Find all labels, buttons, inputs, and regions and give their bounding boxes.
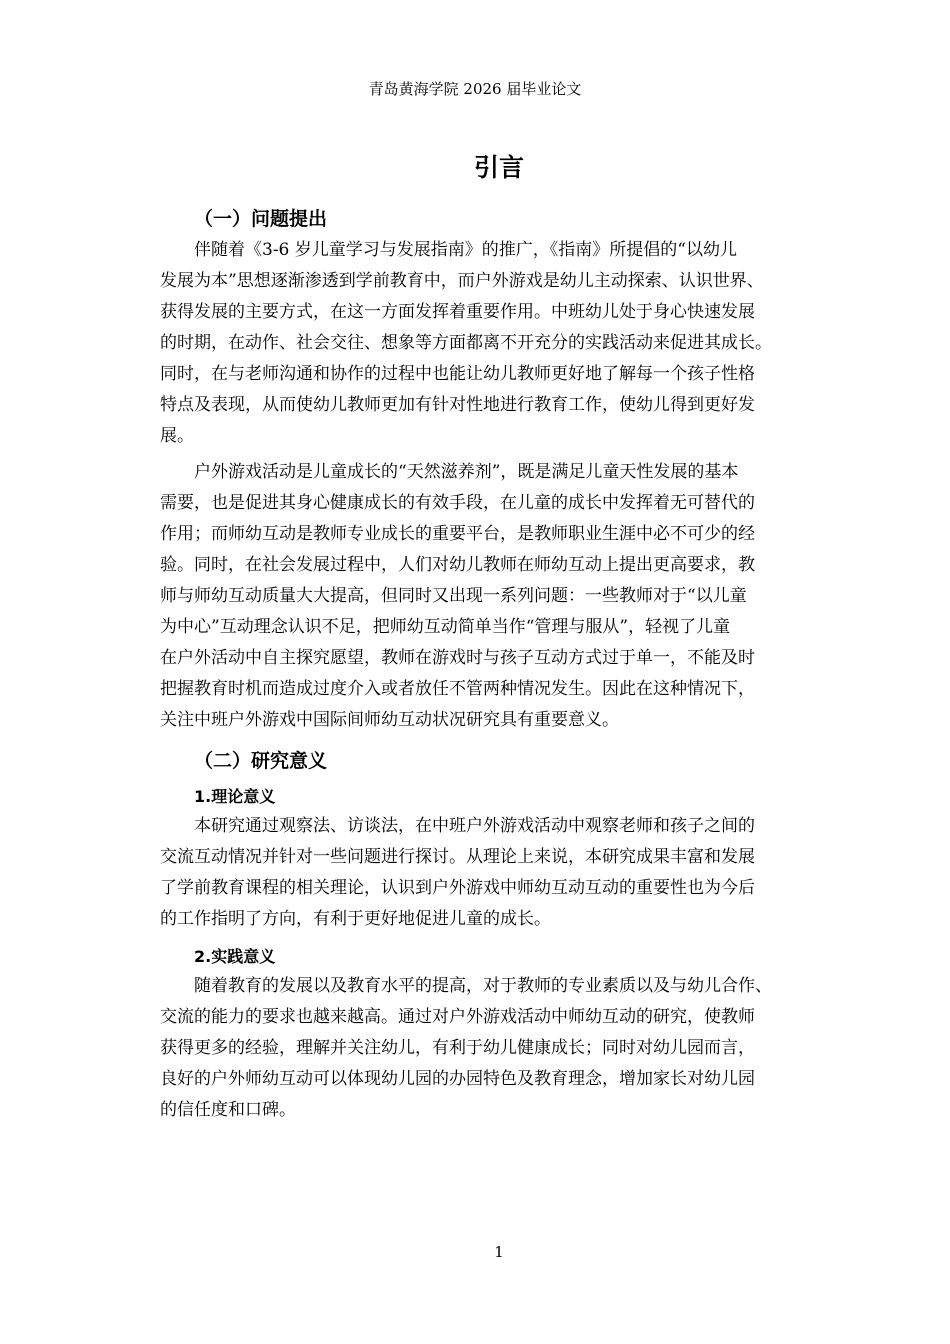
- paragraph-line: 交流互动情况并针对一些问题进行探讨。从理论上来说，本研究成果丰富和发展: [160, 847, 755, 867]
- section-heading-significance: （二）研究意义: [194, 750, 328, 772]
- paragraph-line: 作用；而师幼互动是教师专业成长的重要平台，是教师职业生涯中必不可少的经: [160, 524, 755, 544]
- paragraph-line: 展。: [160, 426, 194, 446]
- subsection-heading-theory: 1.理论意义: [194, 787, 276, 806]
- paragraph-line: 户外游戏活动是儿童成长的“天然滋养剂”，既是满足儿童天性发展的基本: [194, 462, 739, 482]
- paragraph-line: 需要，也是促进其身心健康成长的有效手段，在儿童的成长中发挥着无可替代的: [160, 493, 755, 513]
- paragraph-line: 良好的户外师幼互动可以体现幼儿园的办园特色及教育理念，增加家长对幼儿园: [160, 1069, 755, 1089]
- paragraph-line: 发展为本”思想逐渐渗透到学前教育中，而户外游戏是幼儿主动探索、认识世界、: [160, 271, 764, 291]
- paragraph-line: 在户外活动中自主探究愿望，教师在游戏时与孩子互动方式过于单一，不能及时: [160, 648, 755, 668]
- paragraph-line: 的时期，在动作、社会交往、想象等方面都离不开充分的实践活动来促进其成长。: [160, 333, 772, 353]
- paragraph-line: 的工作指明了方向，有利于更好地促进儿童的成长。: [160, 909, 551, 929]
- page-number: 1: [494, 1243, 504, 1261]
- paragraph-line: 特点及表现，从而使幼儿教师更加有针对性地进行教育工作，使幼儿得到更好发: [160, 395, 755, 415]
- paragraph-line: 的信任度和口碑。: [160, 1100, 296, 1120]
- paragraph-line: 关注中班户外游戏中国际间师幼互动状况研究具有重要意义。: [160, 710, 619, 730]
- subsection-heading-practice: 2.实践意义: [194, 947, 276, 966]
- page-title: 引言: [473, 153, 524, 182]
- page-header: 青岛黄海学院 2026 届毕业论文: [368, 80, 582, 98]
- section-heading-problem: （一）问题提出: [194, 208, 328, 230]
- paragraph-line: 验。同时，在社会发展过程中，人们对幼儿教师在师幼互动上提出更高要求，教: [160, 555, 755, 575]
- paragraph-line: 为中心”互动理念认识不足，把师幼互动简单当作“管理与服从”，轻视了儿童: [160, 617, 731, 637]
- paragraph-line: 随着教育的发展以及教育水平的提高，对于教师的专业素质以及与幼儿合作、: [194, 976, 772, 996]
- paragraph-line: 获得更多的经验，理解并关注幼儿，有利于幼儿健康成长；同时对幼儿园而言，: [160, 1038, 755, 1058]
- paragraph-line: 师与师幼互动质量大大提高，但同时又出现一系列问题：一些教师对于“以儿童: [160, 586, 747, 606]
- paragraph-line: 把握教育时机而造成过度介入或者放任不管两种情况发生。因此在这种情况下，: [160, 679, 755, 699]
- paragraph-line: 了学前教育课程的相关理论，认识到户外游戏中师幼互动互动的重要性也为今后: [160, 878, 755, 898]
- paragraph-line: 同时，在与老师沟通和协作的过程中也能让幼儿教师更好地了解每一个孩子性格: [160, 364, 755, 384]
- paragraph-line: 交流的能力的要求也越来越高。通过对户外游戏活动中师幼互动的研究，使教师: [160, 1007, 755, 1027]
- paragraph-line: 本研究通过观察法、访谈法，在中班户外游戏活动中观察老师和孩子之间的: [194, 816, 755, 836]
- paragraph-line: 伴随着《3-6 岁儿童学习与发展指南》的推广，《指南》所提倡的“以幼儿: [194, 240, 737, 260]
- paragraph-line: 获得发展的主要方式，在这一方面发挥着重要作用。中班幼儿处于身心快速发展: [160, 302, 755, 322]
